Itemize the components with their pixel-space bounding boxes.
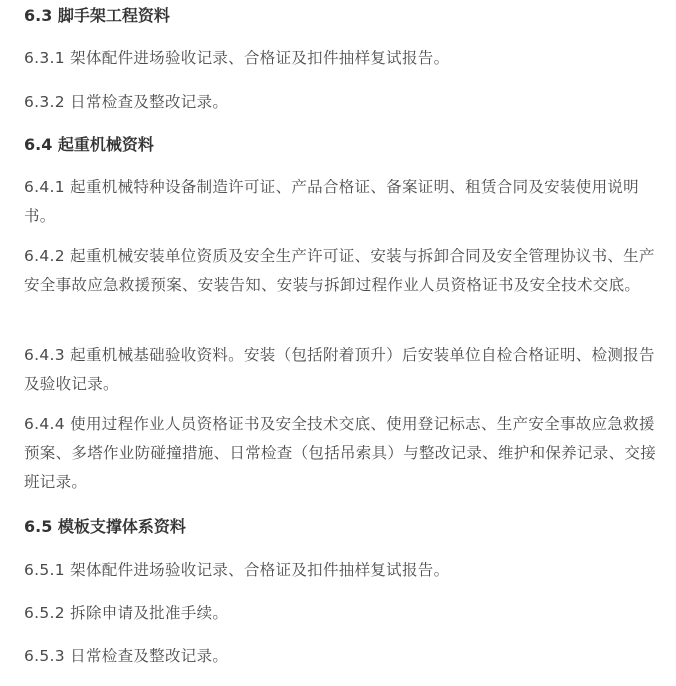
paragraph-6-5-2: 6.5.2 拆除申请及批准手续。 [24, 604, 229, 622]
paragraph-6-4-2: 6.4.2 起重机械安装单位资质及安全生产许可证、安装与拆卸合同及安全管理协议书、生产安全事故应急救援预案、安装告知、安装与拆卸过程作业人员资格证书及安全技术交底。 [24, 247, 655, 294]
paragraph-6-4-3: 6.4.3 起重机械基础验收资料。安装（包括附着顶升）后安装单位自检合格证明、检测报告及验收记录。 [24, 346, 655, 393]
section-heading-6-5: 6.5 模板支撑体系资料 [24, 517, 186, 536]
paragraph-6-3-1: 6.3.1 架体配件进场验收记录、合格证及扣件抽样复试报告。 [24, 49, 450, 67]
section-heading-6-3: 6.3 脚手架工程资料 [24, 6, 170, 25]
paragraph-6-3-2: 6.3.2 日常检查及整改记录。 [24, 93, 229, 111]
section-heading-6-4: 6.4 起重机械资料 [24, 135, 154, 154]
paragraph-6-4-4: 6.4.4 使用过程作业人员资格证书及安全技术交底、使用登记标志、生产安全事故应急救援预案、多塔作业防碰撞措施、日常检查（包括吊索具）与整改记录、维护和保养记录、交接班记录。 [24, 415, 657, 491]
paragraph-6-5-3: 6.5.3 日常检查及整改记录。 [24, 647, 229, 665]
paragraph-6-5-1: 6.5.1 架体配件进场验收记录、合格证及扣件抽样复试报告。 [24, 561, 450, 579]
paragraph-6-4-1: 6.4.1 起重机械特种设备制造许可证、产品合格证、备案证明、租赁合同及安装使用说明书。 [24, 178, 639, 225]
